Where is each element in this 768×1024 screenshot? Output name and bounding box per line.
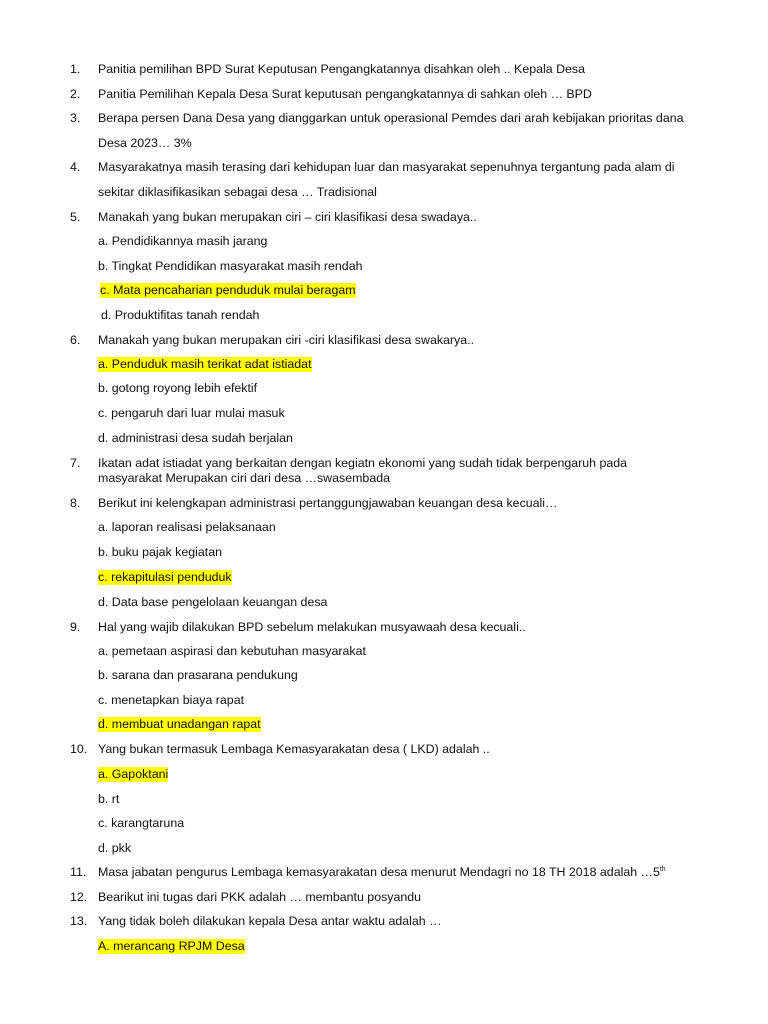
answer-option: b. sarana dan prasarana pendukung — [98, 668, 298, 682]
answer-option-highlighted: c. rekapitulasi penduduk — [98, 570, 232, 584]
question-text: Ikatan adat istiadat yang berkaitan dengan kegiatn ekonomi yang sudah tidak berpengaruh pada — [98, 456, 628, 470]
question-number: 6. — [70, 333, 81, 347]
answer-option: c. karangtaruna — [98, 816, 185, 830]
question-text: Manakah yang bukan merupakan ciri – ciri klasifikasi desa swadaya.. — [98, 210, 477, 224]
answer-option: b. gotong royong lebih efektif — [98, 381, 258, 395]
question-number: 3. — [70, 111, 81, 125]
answer-option: c. pengaruh dari luar mulai masuk — [98, 406, 285, 420]
question-number: 7. — [70, 456, 81, 470]
answer-option: c. menetapkan biaya rapat — [98, 693, 245, 707]
question-text: Masyarakatnya masih terasing dari kehidupan luar dan masyarakat sepenuhnya tergantung pada alam di — [98, 160, 675, 174]
answer-option: b. buku pajak kegiatan — [98, 545, 222, 559]
question-text: Berikut ini kelengkapan administrasi pertanggungjawaban keuangan desa kecuali… — [98, 496, 558, 510]
answer-option: d. Produktifitas tanah rendah — [101, 308, 260, 322]
answer-option: b. rt — [98, 792, 120, 806]
answer-option: d. Data base pengelolaan keuangan desa — [98, 595, 328, 609]
question-number: 10. — [70, 742, 88, 756]
question-text: Yang tidak boleh dilakukan kepala Desa antar waktu adalah … — [98, 914, 442, 928]
answer-option-highlighted: a. Gapoktani — [98, 767, 169, 781]
question-text: masyarakat Merupakan ciri dari desa …swasembada — [98, 471, 390, 485]
answer-option: a. Pendidikannya masih jarang — [98, 234, 268, 248]
question-text-main: Masa jabatan pengurus Lembaga kemasyarakatan desa menurut Mendagri no 18 TH 2018 adalah …5 — [98, 865, 660, 879]
question-number: 12. — [70, 890, 88, 904]
answer-option: d. administrasi desa sudah berjalan — [98, 431, 293, 445]
question-text: Panitia Pemilihan Kepala Desa Surat keputusan pengangkatannya di sahkan oleh … BPD — [98, 87, 592, 101]
question-text: Yang bukan termasuk Lembaga Kemasyarakatan desa ( LKD) adalah .. — [98, 742, 490, 756]
answer-option: d. pkk — [98, 841, 132, 855]
question-text: Desa 2023… 3% — [98, 136, 192, 150]
question-number: 13. — [70, 914, 88, 928]
answer-option: a. pemetaan aspirasi dan kebutuhan masyarakat — [98, 644, 366, 658]
answer-option: b. Tingkat Pendidikan masyarakat masih rendah — [98, 259, 363, 273]
question-text — [98, 865, 666, 880]
question-number: 8. — [70, 496, 81, 510]
question-text: Panitia pemilihan BPD Surat Keputusan Pengangkatannya disahkan oleh .. Kepala Desa — [98, 62, 586, 76]
question-number: 4. — [70, 160, 81, 174]
answer-option-highlighted: A. merancang RPJM Desa — [98, 939, 245, 953]
question-number: 11. — [70, 865, 87, 879]
question-number: 2. — [70, 87, 81, 101]
question-number: 1. — [70, 62, 81, 76]
answer-option-highlighted: c. Mata pencaharian penduduk mulai beragam — [100, 283, 356, 297]
question-text: Hal yang wajib dilakukan BPD sebelum melakukan musyawaah desa kecuali.. — [98, 620, 526, 634]
question-text: Manakah yang bukan merupakan ciri -ciri klasifikasi desa swakarya.. — [98, 333, 475, 347]
question-number: 5. — [70, 210, 81, 224]
answer-option-highlighted: d. membuat unadangan rapat — [98, 717, 261, 731]
question-text: Bearikut ini tugas dari PKK adalah … membantu posyandu — [98, 890, 422, 904]
answer-option-highlighted: a. Penduduk masih terikat adat istiadat — [98, 357, 312, 371]
superscript: th — [659, 866, 666, 873]
answer-option: a. laporan realisasi pelaksanaan — [98, 520, 276, 534]
question-number: 9. — [70, 620, 81, 634]
question-text: sekitar diklasifikasikan sebagai desa … Tradisional — [98, 185, 377, 199]
question-text: Berapa persen Dana Desa yang dianggarkan untuk operasional Pemdes dari arah kebijakan prioritas dana — [98, 111, 684, 125]
